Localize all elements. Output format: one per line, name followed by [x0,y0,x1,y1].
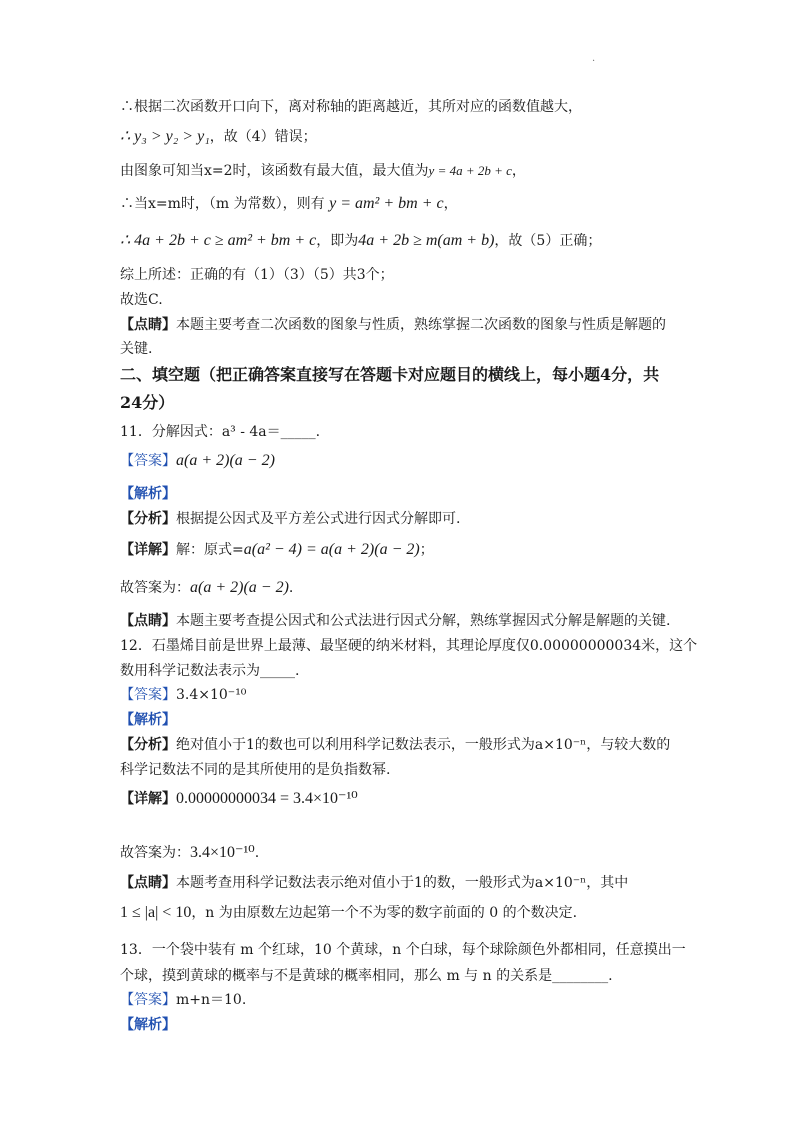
answer-tag: 【答案】 [120,687,176,703]
question-11: 11．分解因式：a³ - 4a＝_____. [120,424,321,440]
text-line-9: 关键. [120,341,153,357]
max-value-formula: y = 4a + 2b + c [428,163,512,178]
line-text: ，n 为由原数左边起第一个不为零的数字前面的 0 的个数决定. [191,905,578,921]
text-line-7: 故选C. [120,292,163,308]
factor-formula: a(a² − 4) = a(a + 2)(a − 2) [243,541,420,558]
note-tag: 【点睛】 [120,317,176,333]
q11-answer-final [120,578,293,598]
q11-fenxi [120,509,460,529]
line-text: 故答案为： [120,580,190,596]
inequality-formula: ∴ y₃ > y₂ > y₁ [120,128,210,145]
q13-jiexi [120,1015,176,1035]
answer-tag: 【答案】 [120,453,176,469]
analysis-tag: 【解析】 [120,1017,176,1033]
q11-xiangjie [120,540,434,560]
answer-formula: a(a + 2)(a − 2) [176,452,275,469]
line-text: 本题考查用科学记数法表示绝对值小于1的数，一般形式为a×10⁻ⁿ，其中 [176,875,629,891]
q11-dianjing [120,611,670,631]
final-formula: a(a + 2)(a − 2) [190,579,289,596]
text-line-1: ∴根据二次函数开口向下，离对称轴的距离越近，其所对应的函数值越大， [120,99,582,115]
line-text: 本题主要考查二次函数的图象与性质，熟练掌握二次函数的图象与性质是解题的 [176,317,666,333]
text-line-8 [120,315,666,335]
corner-mark: · [592,56,596,67]
text-line-5 [120,231,601,251]
line-text: 绝对值小于1的数也可以利用科学记数法表示，一般形式为a×10⁻ⁿ，与较大数的 [176,737,671,753]
analysis-tag: 【解析】 [120,486,176,502]
line-text: 由图象可知当x=2时，该函数有最大值，最大值为 [120,163,429,179]
text-line-6: 综上所述：正确的有（1）（3）（5）共3个； [120,267,394,283]
result-formula: 4a + 2b ≥ m(am + b) [358,232,495,249]
punct: ； [419,542,434,558]
q11-answer [120,451,275,471]
punct: . [288,580,294,596]
section-heading: 二、填空题（把正确答案直接写在答题卡对应题目的横线上，每小题4分，共 [120,365,660,384]
answer-tag: 【答案】 [120,992,176,1008]
q12-fenxi-cont: 科学记数法不同的是其所使用的是负指数幂. [120,762,391,778]
question-13: 13．一个袋中装有 m 个红球，10 个黄球，n 个白球，每个球除颜色外都相同，任意摸出一 [120,942,686,958]
text-line-3 [120,161,526,181]
q12-dianjing-cont [120,903,577,923]
punct: ， [511,163,526,179]
range-formula: 1 ≤ |a| < 10 [120,904,192,921]
punct: ， [443,196,458,212]
q12-answer [120,685,246,705]
line-text: 解：原式= [176,542,244,558]
text-line-4 [120,194,458,214]
note-tag: 【点睛】 [120,875,176,891]
line-text: 根据提公因式及平方差公式进行因式分解即可. [176,511,461,527]
comparison-formula: ∴ 4a + 2b + c ≥ am² + bm + c [120,232,317,249]
analysis-tag: 【解析】 [120,712,176,728]
scientific-formula: 0.00000000034 = 3.4×10⁻¹⁰ [176,790,358,807]
q12-fenxi [120,735,670,755]
fenxi-tag: 【分析】 [120,737,176,753]
answer-value: m+n＝10. [176,992,247,1008]
section-heading-cont: 24分） [120,393,175,412]
question-13-cont: 个球，摸到黄球的概率与不是黄球的概率相同，那么 m 与 n 的关系是________. [120,968,613,984]
line-text: ，故（5）正确； [494,233,602,249]
q12-answer-final [120,843,259,863]
fenxi-tag: 【分析】 [120,511,176,527]
line-text: 故答案为： [120,845,190,861]
xiangjie-tag: 【详解】 [120,542,176,558]
xiangjie-tag: 【详解】 [120,791,176,807]
line-text: ∴当x=m时，（m 为常数），则有 [120,196,325,212]
question-12: 12．石墨烯目前是世界上最薄、最坚硬的纳米材料，其理论厚度仅0.00000000034米，这个 [120,638,698,654]
q12-jiexi [120,710,176,730]
q12-dianjing [120,873,628,893]
function-formula: y = am² + bm + c [329,195,444,212]
q13-answer [120,990,246,1010]
q11-jiexi [120,484,176,504]
line-text: ，故（4）错误； [209,129,317,145]
q12-xiangjie [120,789,358,809]
final-formula: 3.4×10⁻¹⁰ [190,844,255,861]
line-text: 本题主要考查提公因式和公式法进行因式分解，熟练掌握因式分解是解题的关键. [176,613,671,629]
note-tag: 【点睛】 [120,613,176,629]
line-text: ，即为 [316,233,359,249]
punct: . [254,845,260,861]
text-line-2 [120,127,317,147]
answer-value: 3.4×10⁻¹⁰ [176,687,247,703]
question-12-cont: 数用科学记数法表示为_____. [120,663,300,679]
